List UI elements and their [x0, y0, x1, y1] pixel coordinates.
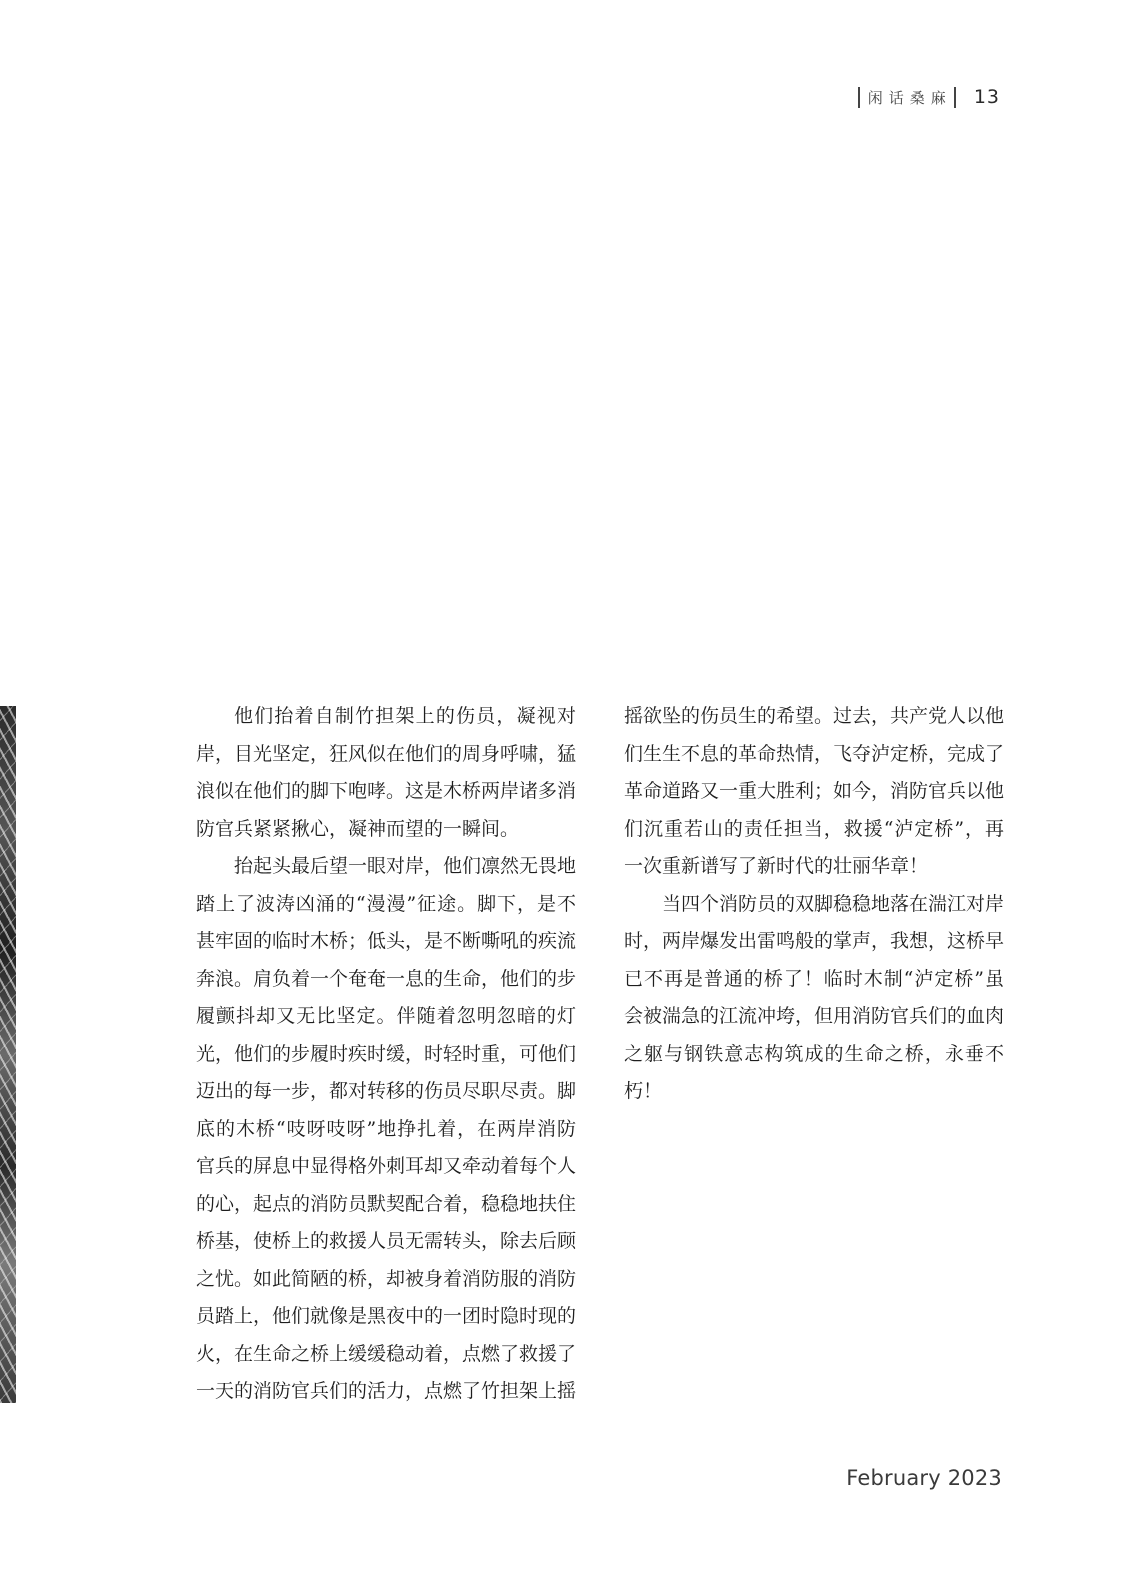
paragraph: 他们抬着自制竹担架上的伤员，凝视对岸，目光坚定，狂风似在他们的周身呼啸，猛浪似在他们的脚下咆哮。这是木桥两岸诸多消防官兵紧紧揪心，凝神而望的一瞬间。 — [196, 705, 577, 840]
article-column-right — [624, 698, 1004, 1111]
paragraph: 当四个消防员的双脚稳稳地落在湍江对岸时，两岸爆发出雷鸣般的掌声，我想，这桥早已不再是普通的桥了！临时木制“泸定桥”虽会被湍急的江流冲垮，但用消防官兵们的血肉之躯与钢铁意志构筑成的生命之桥，永垂不朽！ — [624, 892, 1005, 1102]
page-number: 13 — [973, 86, 1000, 108]
article-column-left — [196, 698, 576, 1411]
paragraph-continuation: 摇欲坠的伤员生的希望。过去，共产党人以他们生生不息的革命热情，飞夺泸定桥，完成了革命道路又一重大胜利；如今，消防官兵以他们沉重若山的责任担当，救援“泸定桥”，再一次重新谱写了新时代的壮丽华章！ — [624, 705, 1005, 877]
paragraph: 抬起头最后望一眼对岸，他们凛然无畏地踏上了波涛凶涌的“漫漫”征途。脚下，是不甚牢固的临时木桥；低头，是不断嘶吼的疾流奔浪。肩负着一个奄奄一息的生命，他们的步履颤抖却又无比坚定。伴随着忽明忽暗的灯光，他们的步履时疾时缓，时轻时重，可他们迈出的每一步，都对转移的伤员尽职尽责。脚底的木桥“吱呀吱呀”地挣扎着，在两岸消防官兵的屏息中显得格外刺耳却又牵动着每个人的心，起点的消防员默契配合着，稳稳地扶住桥基，使桥上的救援人员无需转头，除去后顾之忧。如此简陋的桥，却被身着消防服的消防员踏上，他们就像是黑夜中的一团时隐时现的火，在生命之桥上缓缓稳动着，点燃了救援了一天的消防官兵们的活力，点燃了竹担架上摇 — [196, 855, 577, 1402]
issue-date: February 2023 — [846, 1466, 1002, 1490]
header-divider-right — [954, 87, 956, 108]
section-title: 闲话桑麻 — [867, 88, 952, 107]
running-header — [858, 86, 1000, 108]
photo-edge-strip — [0, 706, 16, 1403]
